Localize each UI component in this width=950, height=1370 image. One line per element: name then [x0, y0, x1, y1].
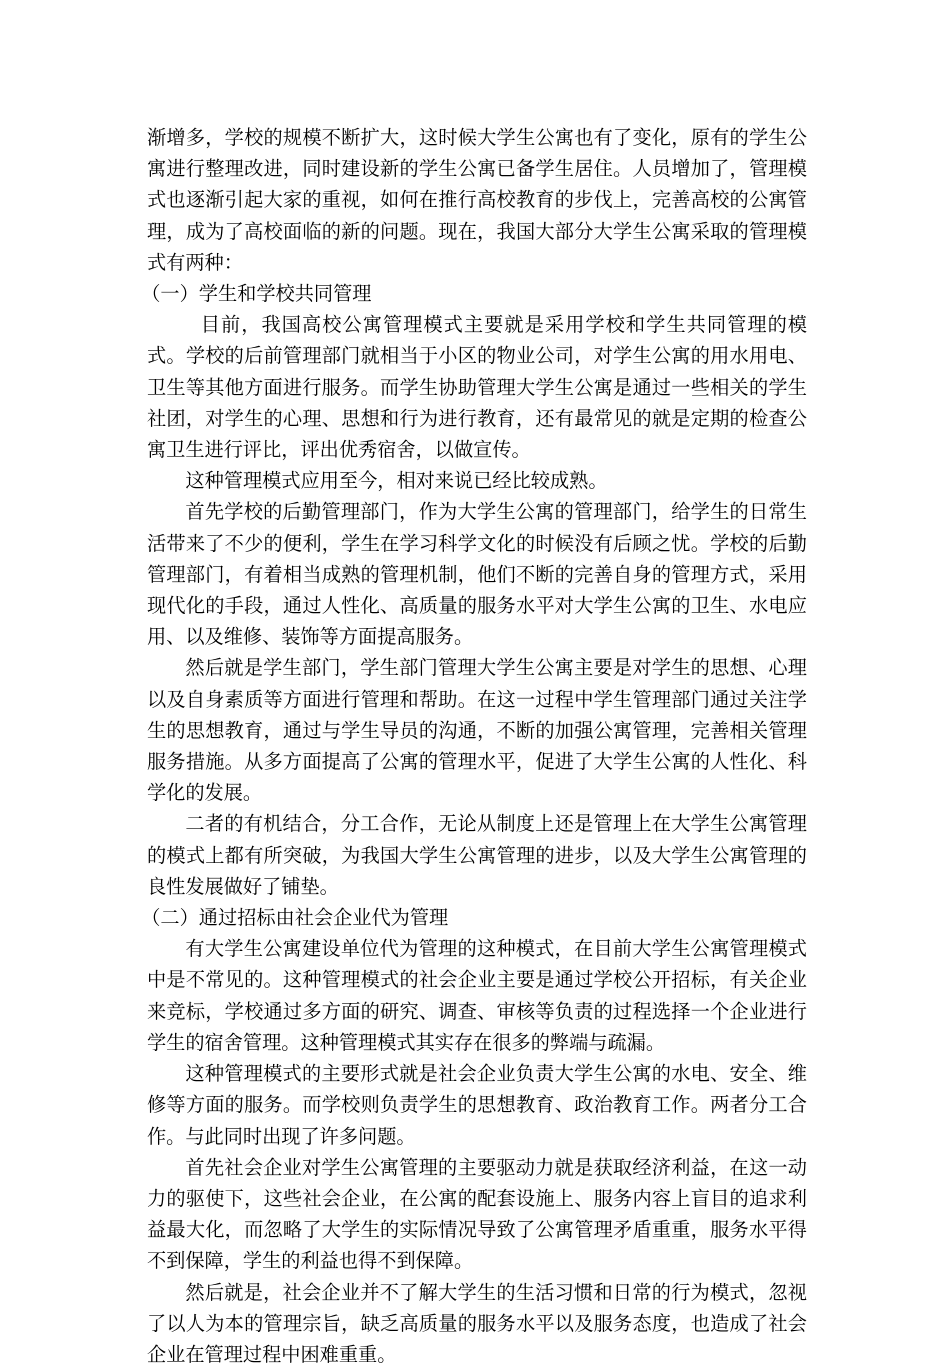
paragraph-lack-understanding: 然后就是，社会企业并不了解大学生的生活习惯和日常的行为模式，忽视了以人为本的管理宗旨，缺乏高质量的服务水平以及服务态度，也造成了社会企业在管理过程中困难重重。	[147, 1280, 807, 1366]
paragraph-maturity: 这种管理模式应用至今，相对来说已经比较成熟。	[185, 469, 608, 493]
paragraph-logistics-department: 首先学校的后勤管理部门，作为大学生公寓的管理部门，给学生的日常生活带来了不少的便利，学生在学习科学文化的时候没有后顾之忧。学校的后勤管理部门，有着相当成熟的管理机制，他们不断的完善自身的管理方式，采用现代化的手段，通过人性化、高质量的服务水平对大学生公寓的卫生、水电应用、以及维修、装饰等方面提高服务。	[147, 500, 807, 649]
paragraph-main-form: 这种管理模式的主要形式就是社会企业负责大学生公寓的水电、安全、维修等方面的服务。而学校则负责学生的思想教育、政治教育工作。两者分工合作。与此同时出现了许多问题。	[147, 1062, 807, 1148]
paragraph-combination: 二者的有机结合，分工合作，无论从制度上还是管理上在大学生公寓管理的模式上都有所突破，为我国大学生公寓管理的进步，以及大学生公寓管理的良性发展做好了铺垫。	[147, 812, 807, 898]
paragraph-student-department: 然后就是学生部门，学生部门管理大学生公寓主要是对学生的思想、心理以及自身素质等方面进行管理和帮助。在这一过程中学生管理部门通过关注学生的思想教育，通过与学生导员的沟通，不断的加强公寓管理，完善相关管理服务措施。从多方面提高了公寓的管理水平，促进了大学生公寓的人性化、科学化的发展。	[147, 656, 807, 805]
section-heading-2: （二）通过招标由社会企业代为管理	[141, 906, 449, 930]
paragraph-profit-drive: 首先社会企业对学生公寓管理的主要驱动力就是获取经济利益，在这一动力的驱使下，这些社会企业，在公寓的配套设施上、服务内容上盲目的追求利益最大化，而忽略了大学生的实际情况导致了公寓管理矛盾重重，服务水平得不到保障，学生的利益也得不到保障。	[147, 1155, 807, 1273]
paragraph-joint-management: 目前，我国高校公寓管理模式主要就是采用学校和学生共同管理的模式。学校的后前管理部门就相当于小区的物业公司，对学生公寓的用水用电、卫生等其他方面进行服务。而学生协助管理大学生公寓是通过一些相关的学生社团，对学生的心理、思想和行为进行教育，还有最常见的就是定期的检查公寓卫生进行评比，评出优秀宿舍，以做宣传。	[147, 313, 807, 462]
paragraph-intro: 渐增多，学校的规模不断扩大，这时候大学生公寓也有了变化，原有的学生公寓进行整理改进，同时建设新的学生公寓已备学生居住。人员增加了，管理模式也逐渐引起大家的重视，如何在推行高校教育的步伐上，完善高校的公寓管理，成为了高校面临的新的问题。现在，我国大部分大学生公寓采取的管理模式有两种：	[147, 126, 807, 274]
document-body	[141, 122, 807, 1370]
section-heading-1: （一）学生和学校共同管理	[141, 282, 372, 306]
paragraph-tender-model: 有大学生公寓建设单位代为管理的这种模式，在目前大学生公寓管理模式中是不常见的。这种管理模式的社会企业主要是通过学校公开招标，有关企业来竞标，学校通过多方面的研究、调查、审核等负责的过程选择一个企业进行学生的宿舍管理。这种管理模式其实存在很多的弊端与疏漏。	[147, 937, 807, 1054]
